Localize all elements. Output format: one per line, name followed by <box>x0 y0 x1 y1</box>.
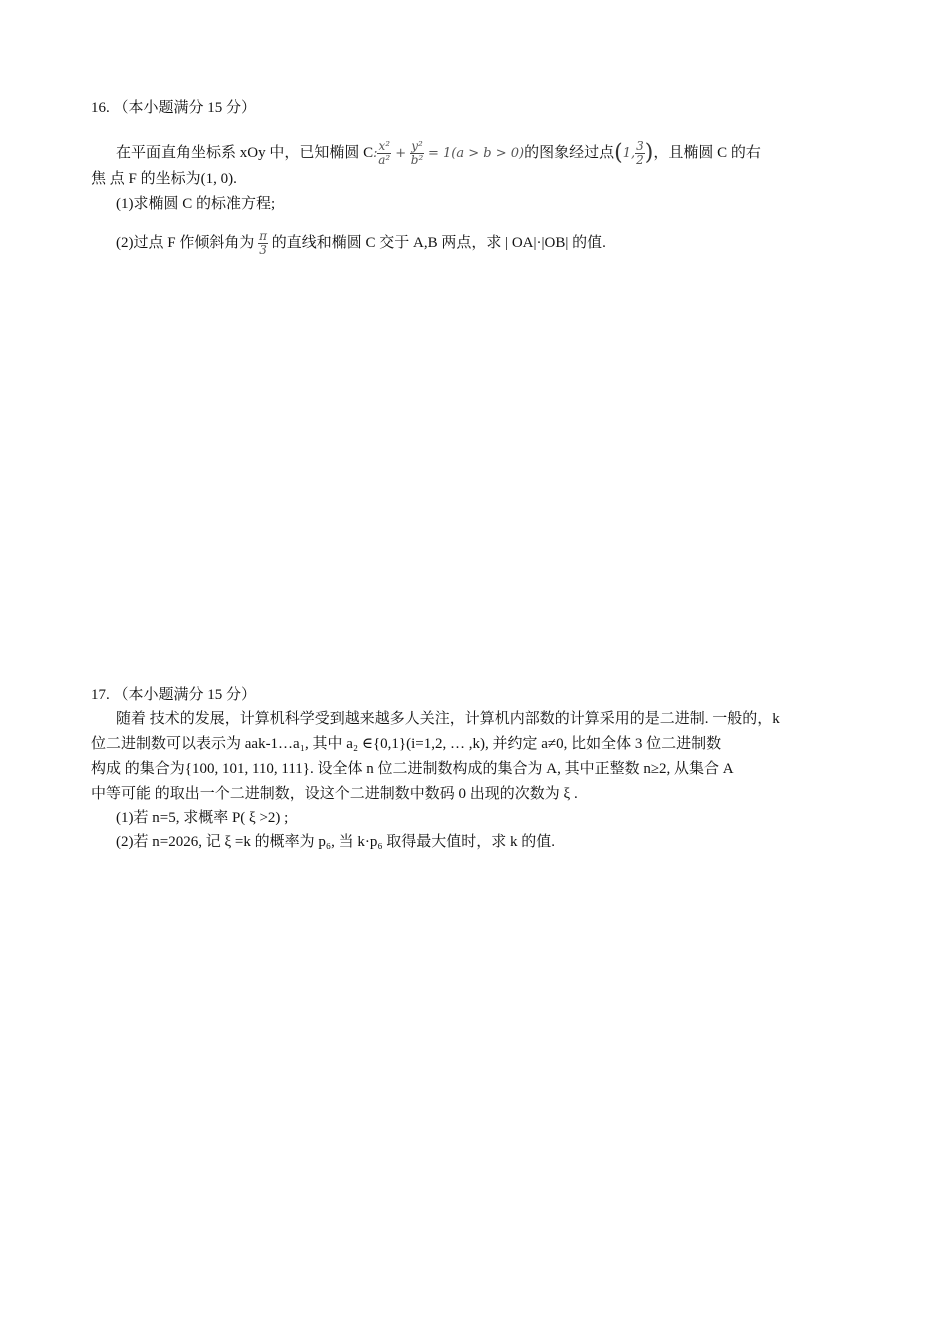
q16-part2 <box>116 230 606 257</box>
q16-statement-line1 <box>116 140 761 167</box>
q17-statement-line1: 随着 技术的发展，计算机科学受到越来越多人关注，计算机内部数的计算采用的是二进制. 一般的，k <box>116 711 780 727</box>
q16-text-b: 的图象经过点 <box>524 145 615 161</box>
q17-part1: (1)若 n=5, 求概率 P( ξ >2) ; <box>116 810 289 826</box>
q16-part1: (1)求椭圆 C 的标准方程; <box>116 196 276 212</box>
q17-statement-line2: 位二进制数可以表示为 aak-1…a₁, 其中 a₂ ∈{0,1}(i=1,2, … ,k), 并约定 a≠0, 比如全体 3 位二进制数 <box>91 736 722 752</box>
q16-header: 16. （本小题满分 15 分） <box>91 100 257 116</box>
point-coordinates: (1, $\frac{3}{2}$ ) <box>614 139 654 167</box>
q16-text-c: ，且椭圆 C 的右 <box>653 145 761 161</box>
q17-header: 17. （本小题满分 15 分） <box>91 687 257 703</box>
q17-statement-line3: 构成 的集合为{100, 101, 110, 111}. 设全体 n 位二进制数构成的集合为 A, 其中正整数 n≥2, 从集合 A <box>91 761 734 777</box>
q16-part2-text-b: 的直线和椭圆 C 交于 A,B 两点，求 | OA|·|OB| 的值. <box>271 234 606 251</box>
q16-part2-text-a: (2)过点 F 作倾斜角为 <box>116 234 255 251</box>
q16-text-a: 在平面直角坐标系 xOy 中，已知椭圆 C <box>116 145 374 161</box>
q17-part2: (2)若 n=2026, 记 ξ =k 的概率为 p₆, 当 k·p₆ 取得最大值时，求 k 的值. <box>116 834 556 850</box>
q16-statement-line2: 焦 点 F 的坐标为(1, 0). <box>91 171 237 187</box>
angle-fraction: $\frac{\pi}{3}$ <box>259 229 267 257</box>
q17-statement-line4: 中等可能 的取出一个二进制数，设这个二进制数中数码 0 出现的次数为 ξ . <box>91 786 578 802</box>
ellipse-equation: : $\frac{\text{x²}}{\text{a²}}$ + $\frac{\text{y²}}{\text{b²}}$ = 1(a > b > 0) <box>373 139 525 167</box>
